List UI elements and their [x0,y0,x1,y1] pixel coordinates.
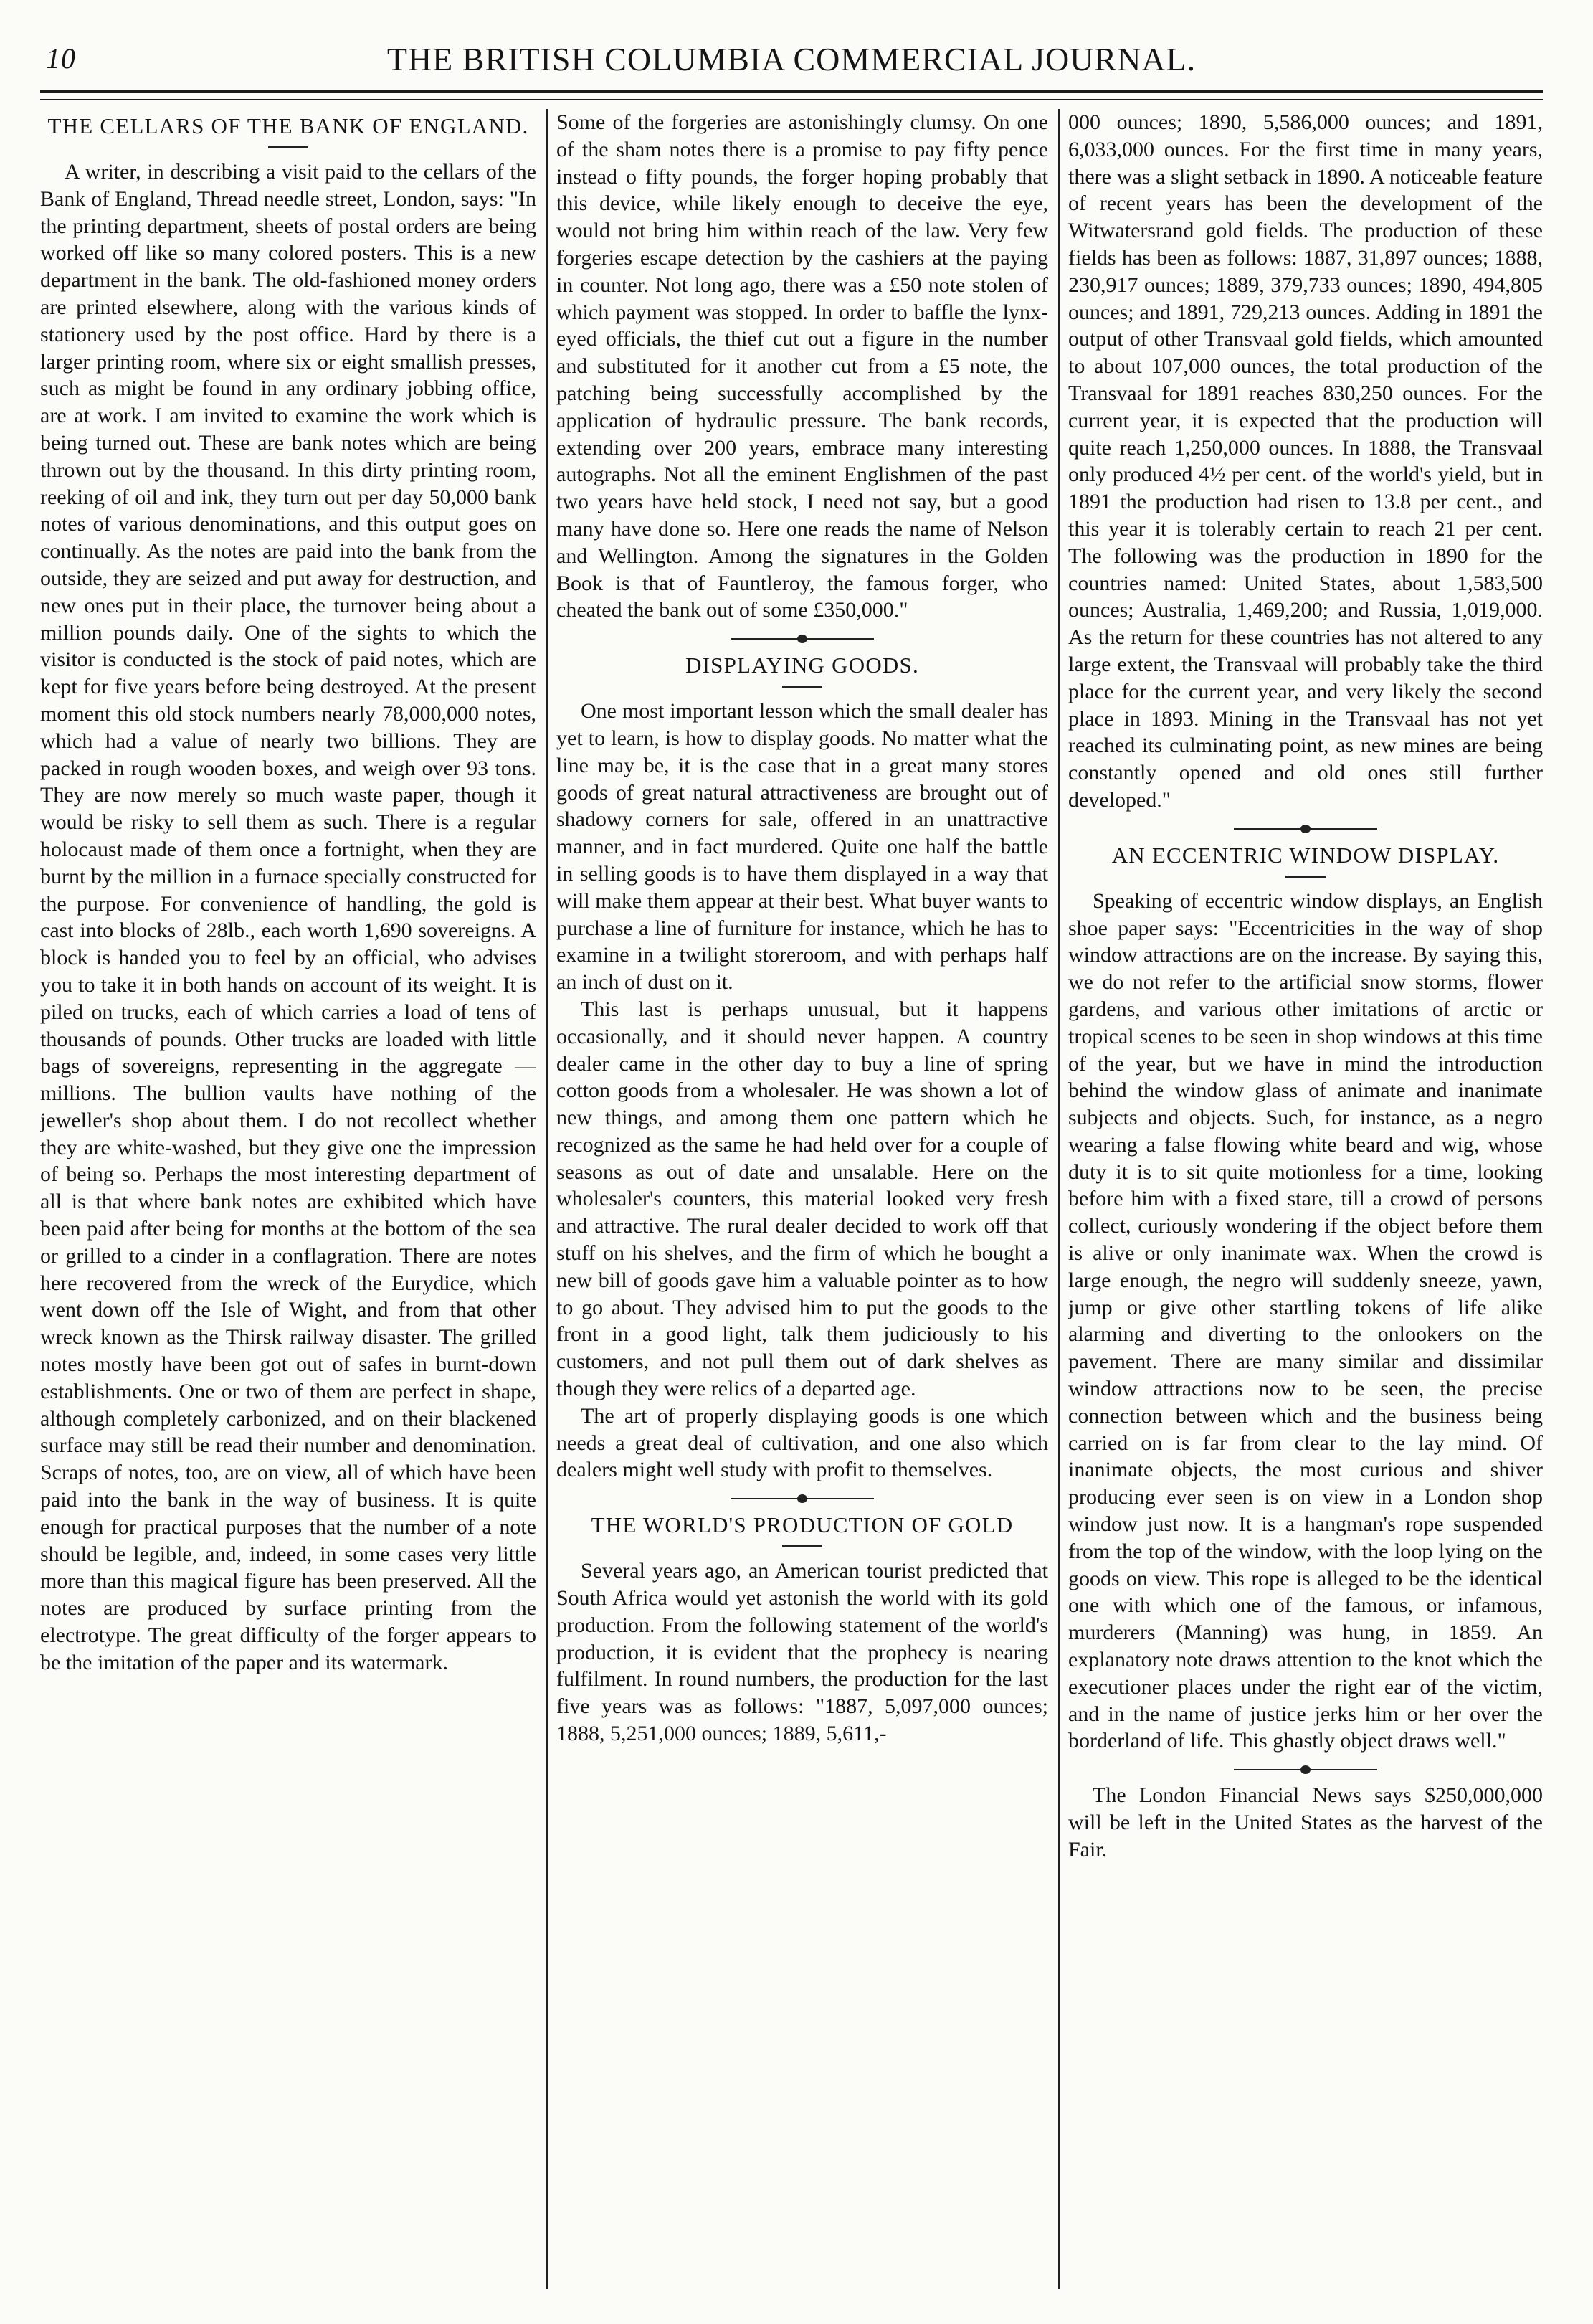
article-body-eccentric: Speaking of eccentric window displays, an English shoe paper says: "Eccentricities in the way of shop window attractions are on the increase. By saying this, we do not refer to the artificial snow storms, flower gardens, and various other imitations of arctic or tropical scenes to be seen in shop windows at this time of the year, but we have in mind the introduction behind the window glass of animate and inanimate subjects and objects. Such, for instance, as a negro wearing a false flowing white beard and wig, whose duty it is to sit quite motionless for a time, looking before him with a fixed stare, till a crowd of persons collect, curiously wondering if the object before them is alive or only inanimate wax. When the crowd is large enough, the negro will suddenly sneeze, yawn, jump or give other startling tokens of life alike alarming and diverting to the onlookers on the pavement. There are many similar and dissimilar window attractions now to be seen, the precise connection between which and the business being carried on is far from clear to the lay mind. Of inanimate objects, the most curious and shiver producing ever seen is on view in a London shop window just now. It is a hangman's rope suspended from the top of the window, with the loop lying on the goods on view. This rope is alleged to be the identical one with which one of the famous, or infamous, murderers (Manning) was hung, in 1859. An explanatory note draws attention to the knot which the executioner places under the right ear of the victim, and in the name of justice jerks him or her over the borderland of life. This ghastly object draws well." [1068,888,1543,1753]
header-rule-thin [40,99,1543,100]
article-body-gold-continued: 000 ounces; 1890, 5,586,000 ounces; and 1891, 6,033,000 ounces. For the first time in many years, there was a slight setback in 1890. A noticeable feature of recent years has been the development of the Witwatersrand gold fields. The production of these fields has been as follows: 1887, 31,897 ounces; 1888, 230,917 ounces; 1889, 379,733 ounces; 1890, 494,805 ounces; and 1891, 729,213 ounces. Adding in 1891 the output of other Transvaal gold fields, which amounted to about 107,000 ounces, the total production of the Transvaal for 1891 reaches 830,250 ounces. For the current year, it is expected that the production will quite reach 1,250,000 ounces. In 1888, the Transvaal only produced 4½ per cent. of the world's yield, but in 1891 the production had risen to 13.8 per cent., and this year it is tolerably certain to reach 21 per cent. The following was the production in 1890 for the countries named: United States, about 1,583,500 ounces; Australia, 1,469,200; and Russia, 1,019,000. As the return for these countries has not altered to any large extent, the Transvaal will probably take the third place for the current year, and very likely the second place in 1893. Mining in the Transvaal has not yet reached its culminating point, as new mines are being constantly opened and old ones still further developed." [1068,110,1543,812]
section-ornament [1234,824,1377,834]
article-paragraph: The art of properly displaying goods is one which needs a great deal of cultivation, and one also which dealers might well study with profit to themselves. [556,1403,1048,1482]
page-header [40,37,1543,80]
column-divider-1 [546,109,548,2289]
article-body-cellars: A writer, in describing a visit paid to the cellars of the Bank of England, Thread needle street, London, says: "In the printing department, sheets of postal orders are being worked off like so many colored posters. This is a new department in the bank. The old-fashioned money orders are printed elsewhere, along with the various kinds of stationery used by the post office. Hard by there is a larger printing room, where six or eight smallish presses, such as might be found in any ordinary jobbing office, are at work. I am invited to examine the work which is being turned out. These are bank notes which are being thrown out by the thousand. In this dirty printing room, reeking of oil and ink, they turn out per day 50,000 bank notes of various denominations, and this output goes on continually. As the notes are paid into the bank from the outside, they are seized and put away for destruction, and new ones put in their place, the turnover being about a million pounds daily. One of the sights to which the visitor is conducted is the stock of paid notes, which are kept for five years before being destroyed. At the present moment this old stock numbers nearly 78,000,000 notes, which had a value of nearly two billions. They are packed in rough wooden boxes, and weigh over 93 tons. They are now merely so much waste paper, though it would be risky to sell them as such. There is a regular holocaust made of them once a fortnight, when they are burnt by the million in a furnace specially constructed for the purpose. For convenience of handling, the gold is cast into blocks of 28lb., each worth 1,690 sovereigns. A block is handed you to feel by an official, who advises you to take it in both hands on account of its weight. It is piled on trucks, each of which carries a load of tens of thousands of pounds. Other trucks are loaded with little bags of sovereigns, representing in the aggregate —millions. The bullion vaults have nothing of the jeweller's shop about them. I do not recollect whether they are white-washed, but they give one the impression of being so. Perhaps the most interesting department of all is that where bank notes are exhibited which have been paid after being for months at the bottom of the sea or grilled to a cinder in a conflagration. There are notes here recovered from the wreck of the Eurydice, which went down off the Isle of Wight, and from that other wreck known as the Thirsk railway disaster. The grilled notes mostly have been got out of safes in burnt-down establishments. One or two of them are perfect in shape, although completely carbonized, and on their blackened surface may still be read their number and denomination. Scraps of notes, too, are on view, all of which have been paid into the bank in the way of business. It is quite enough for practical purposes that the number of a note should be legible, and, indeed, in some cases very little more than this magical figure has been preserved. All the notes are produced by surface printing from the electrotype. The great difficulty of the forger appears to be the imitation of the paper and its watermark. [40,160,536,1674]
title-dash [1285,876,1326,878]
article-body-gold: Several years ago, an American tourist predicted that South Africa would yet astonish the world with its gold production. From the following statement of the world's production, it is evident that the prophecy is nearing fulfilment. In round numbers, the production for the last five years was as follows: "1887, 5,097,000 ounces; 1888, 5,251,000 ounces; 1889, 5,611,- [556,1559,1048,1746]
section-ornament [731,1494,874,1504]
section-ornament [1234,1765,1377,1775]
section-ornament [731,634,874,644]
title-dash [782,686,822,688]
article-title-displaying: DISPLAYING GOODS. [685,653,919,678]
article-title-cellars: THE CELLARS OF THE BANK OF ENGLAND. [47,113,529,138]
article-paragraph: One most important lesson which the small dealer has yet to learn, is how to display goods. No matter what the line may be, it is the case that in a great many stores goods of great natural attractiveness are brought out of shadowy corners for sale, offered in an unattractive manner, and in fact murdered. Quite one half the battle in selling goods is to have them displayed in a way that will make them appear at their best. What buyer wants to purchase a line of furniture for instance, which he has to examine in a twilight storeroom, and with perhaps half an inch of dust on it. [556,699,1048,995]
column-1 [40,109,536,2289]
article-paragraph: This last is perhaps unusual, but it happens occasionally, and it should never happen. A country dealer came in the other day to buy a line of spring cotton goods from a wholesaler. He was shown a lot of new things, and among them one pattern which he recognized as the same he had held over for a couple of seasons as out of date and unsalable. Here on the wholesaler's counters, this material looked very fresh and attractive. The rural dealer decided to work off that stuff on his shelves, and the firm of which he bought a new bill of goods gave him a valuable pointer as to how to go about. They advised him to put the goods to the front in a good light, talk them judiciously to his customers, and not pull them out of dark shelves as though they were relics of a departed age. [556,997,1048,1401]
column-divider-2 [1058,109,1060,2289]
column-2 [556,109,1048,2289]
journal-title: THE BRITISH COLUMBIA COMMERCIAL JOURNAL. [386,41,1197,77]
page-number: 10 [46,42,76,75]
article-body-fair: The London Financial News says $250,000,000 will be left in the United States as the harvest of the Fair. [1068,1783,1543,1861]
article-body-cellars-continued: Some of the forgeries are astonishingly clumsy. On one of the sham notes there is a promise to pay fifty pence instead o fifty pounds, the forger hoping probably that this device, while likely enough to deceive the eye, would not bring him within reach of the law. Very few forgeries escape detection by the cashiers at the paying in counter. Not long ago, there was a £50 note stolen of which payment was stopped. In order to baffle the lynx-eyed officials, the thief cut out a figure in the number and substituted for it another cut from a £5 note, the patching being successfully accomplished by the application of hydraulic pressure. The bank records, extending over 200 years, embrace many interesting autographs. Not all the eminent Englishmen of the past two years have held stock, I need not say, but a good many have done so. Here one reads the name of Nelson and Wellington. Among the signatures in the Golden Book is that of Fauntleroy, the famous forger, who cheated the bank out of some £350,000." [556,110,1048,622]
title-dash [782,1545,822,1547]
header-rule-thick [40,90,1543,93]
column-3 [1068,109,1543,2289]
article-title-gold: THE WORLD'S PRODUCTION OF GOLD [591,1512,1014,1538]
article-title-eccentric: AN ECCENTRIC WINDOW DISPLAY. [1111,842,1500,868]
title-dash [268,146,308,148]
